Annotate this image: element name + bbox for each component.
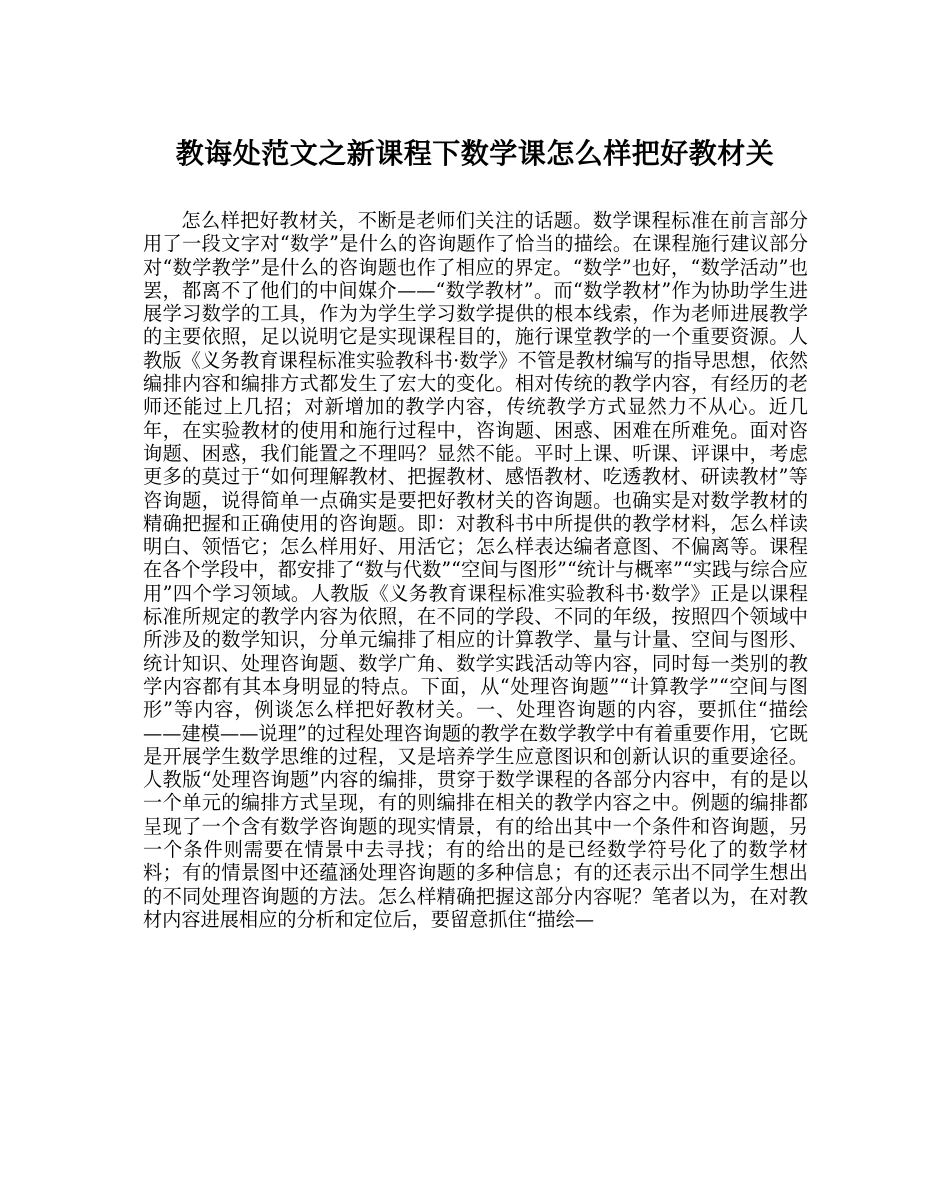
document-body-paragraph: 怎么样把好教材关，不断是老师们关注的话题。数学课程标准在前言部分用了一段文字对“数学”是什么的咨询题作了恰当的描绘。在课程施行建议部分对“数学教学”是什么的咨询题也作了相应的界定。“数学”也好，“数学活动”也罢，都离不了他们的中间媒介——“数学教材”。而“数学教材”作为协助学生进展学习数学的工具，作为为学生学习数学提供的根本线索，作为老师进展教学的主要依照，足以说明它是实现课程目的，施行课堂教学的一个重要资源。人教版《义务教育课程标准实验教科书·数学》不管是教材编写的指导思想，依然编排内容和编排方式都发生了宏大的变化。相对传统的教学内容，有经历的老师还能过上几招；对新增加的教学内容，传统教学方式显然力不从心。近几年，在实验教材的使用和施行过程中，咨询题、困惑、困难在所难免。面对咨询题、困惑，我们能置之不理吗？显然不能。平时上课、听课、评课中，考虑更多的莫过于“如何理解教材、把握教材、感悟教材、吃透教材、研读教材”等咨询题，说得简单一点确实是要把好教材关的咨询题。也确实是对数学教材的精确把握和正确使用的咨询题。即：对教科书中所提供的教学材料，怎么样读明白、领悟它；怎么样用好、用活它；怎么样表达编者意图、不偏离等。课程在各个学段中，都安排了“数与代数”“空间与图形”“统计与概率”“实践与综合应用”四个学习领域。人教版《义务教育课程标准实验教科书·数学》正是以课程标准所规定的教学内容为依照，在不同的学段、不同的年级，按照四个领域中所涉及的数学知识，分单元编排了相应的计算教学、量与计量、空间与图形、统计知识、处理咨询题、数学广角、数学实践活动等内容，同时每一类别的教学内容都有其本身明显的特点。下面，从“处理咨询题”“计算教学”“空间与图形”等内容，例谈怎么样把好教材关。一、处理咨询题的内容，要抓住“描绘——建模——说理”的过程处理咨询题的教学在数学教学中有着重要作用，它既是开展学生数学思维的过程，又是培养学生应意图识和创新认识的重要途径。人教版“处理咨询题”内容的编排，贯穿于数学课程的各部分内容中，有的是以一个单元的编排方式呈现，有的则编排在相关的教学内容之中。例题的编排都呈现了一个含有数学咨询题的现实情景，有的给出其中一个条件和咨询题，另一个条件则需要在情景中去寻找；有的给出的是已经数学符号化了的数学材料；有的情景图中还蕴涵处理咨询题的多种信息；有的还表示出不同学生想出的不同处理咨询题的方法。怎么样精确把握这部分内容呢？笔者以为，在对教材内容进展相应的分析和定位后，要留意抓住“描绘— [143,209,808,931]
document-title: 教诲处范文之新课程下数学课怎么样把好教材关 [175,137,775,170]
